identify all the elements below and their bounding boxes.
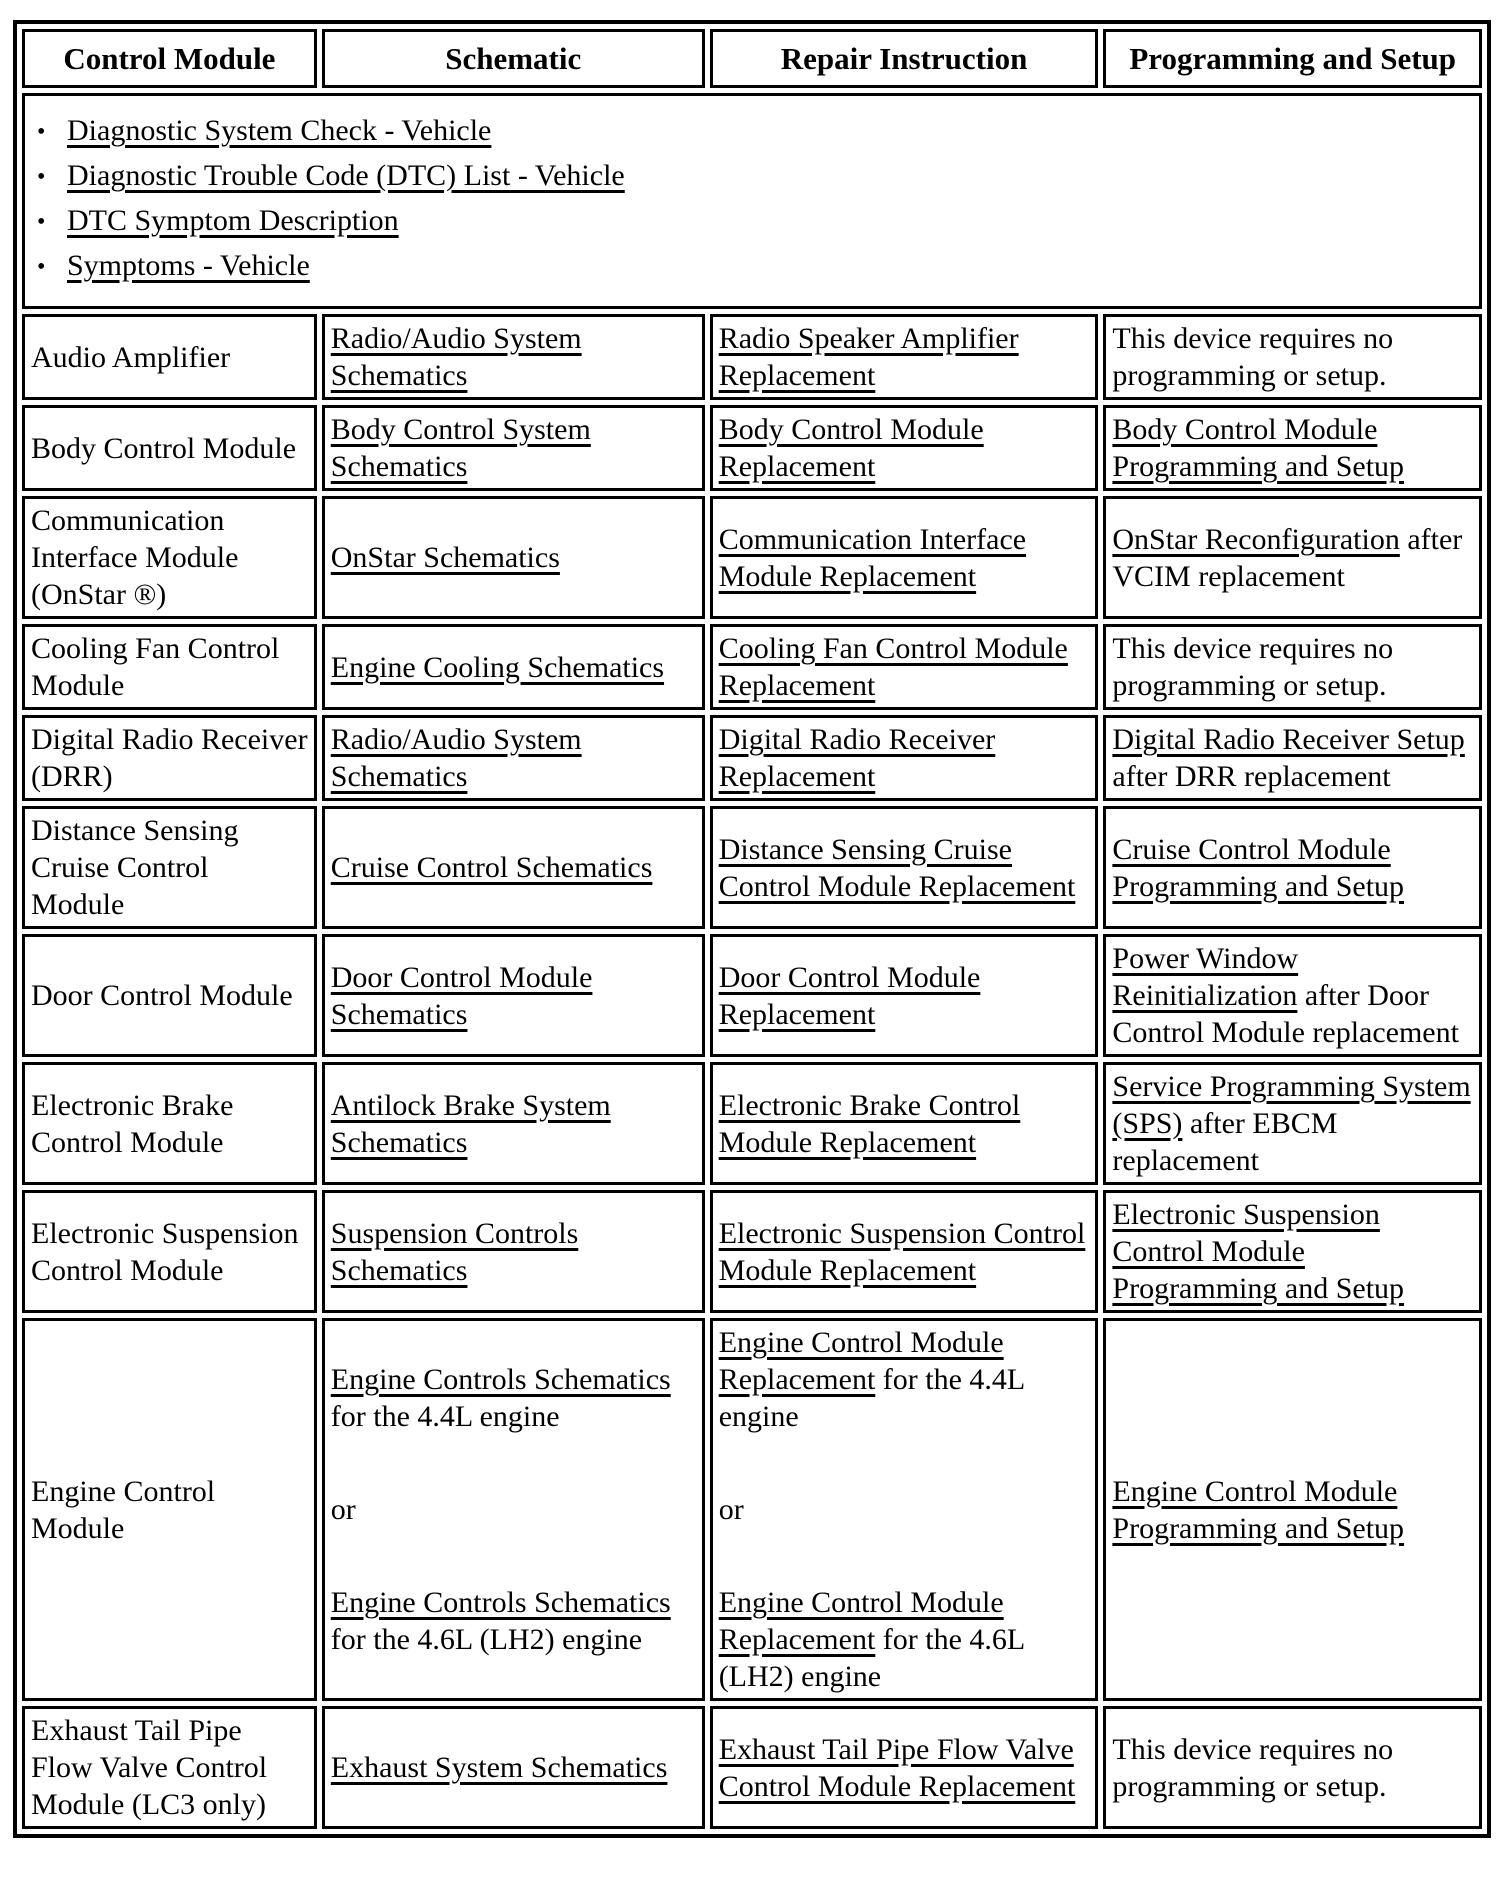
- module-row: [22, 806, 1482, 929]
- programming-setup-link[interactable]: OnStar Reconfiguration: [1112, 522, 1400, 556]
- repair-instruction-link[interactable]: Door Control Module Replacement: [718, 960, 981, 1031]
- repair-instruction-link[interactable]: Exhaust Tail Pipe Flow Valve Control Module Replacement: [718, 1732, 1076, 1803]
- programming-setup-cell: [1103, 1190, 1482, 1313]
- control-module-reference-table: [13, 20, 1491, 1838]
- schematic-link[interactable]: Suspension Controls Schematics: [330, 1216, 579, 1287]
- repair-instruction-cell: [710, 1318, 1099, 1701]
- plain-text: after Door Control Module replacement: [1112, 979, 1459, 1049]
- bullet-icon: •: [37, 119, 46, 145]
- cell-paragraph: [331, 539, 696, 576]
- cell-paragraph: [331, 1087, 696, 1161]
- module-row: [22, 1318, 1482, 1701]
- cell-paragraph: [719, 1584, 1090, 1695]
- repair-instruction-cell: [710, 806, 1099, 929]
- repair-instruction-cell: [710, 934, 1099, 1057]
- module-name-cell: Exhaust Tail Pipe Flow Valve Control Module (LC3 only): [22, 1706, 317, 1829]
- cell-paragraph: [1112, 940, 1473, 1051]
- module-row: [22, 1190, 1482, 1313]
- cell-paragraph: [331, 959, 696, 1033]
- column-header-programming-and-setup: Programming and Setup: [1103, 29, 1482, 88]
- schematic-link[interactable]: Antilock Brake System Schematics: [330, 1088, 611, 1159]
- module-rows: [22, 314, 1482, 1829]
- cell-paragraph: [719, 1491, 1090, 1528]
- plain-text: or: [718, 1493, 744, 1526]
- programming-setup-link[interactable]: Electronic Suspension Control Module Programming and Setup: [1112, 1198, 1405, 1305]
- repair-instruction-cell: [710, 314, 1099, 400]
- schematic-link[interactable]: Radio/Audio System Schematics: [330, 723, 582, 793]
- plain-text: This device requires no programming or setup.: [1112, 1732, 1394, 1803]
- module-name-cell: Audio Amplifier: [22, 314, 317, 400]
- schematic-cell: [322, 314, 705, 400]
- cell-paragraph: [331, 1215, 696, 1289]
- cell-paragraph: [331, 411, 696, 485]
- schematic-link[interactable]: Cruise Control Schematics: [330, 851, 653, 884]
- programming-setup-link[interactable]: Engine Control Module Programming and Setup: [1112, 1474, 1405, 1545]
- bullet-icon: •: [37, 254, 46, 280]
- repair-instruction-link[interactable]: Engine Control Module Replacement: [718, 1326, 1004, 1396]
- repair-instruction-cell: [710, 624, 1099, 710]
- bullet-icon: •: [37, 164, 46, 190]
- programming-setup-cell: [1103, 934, 1482, 1057]
- cell-paragraph: [1112, 1731, 1473, 1805]
- repair-instruction-link[interactable]: Engine Control Module Replacement: [718, 1586, 1004, 1656]
- cell-paragraph: [719, 831, 1090, 905]
- cell-paragraph: [719, 1731, 1090, 1805]
- cell-paragraph: [1112, 320, 1473, 394]
- schematic-cell: [322, 1318, 705, 1701]
- repair-instruction-link[interactable]: Digital Radio Receiver Replacement: [718, 723, 996, 793]
- cell-paragraph: [1112, 1473, 1473, 1547]
- quick-link[interactable]: Symptoms - Vehicle: [67, 249, 310, 282]
- repair-instruction-link[interactable]: Electronic Suspension Control Module Replacement: [718, 1216, 1086, 1287]
- quick-links-list: [37, 112, 1469, 286]
- cell-paragraph: [719, 721, 1090, 795]
- programming-setup-link[interactable]: Service Programming System (SPS): [1112, 1070, 1471, 1140]
- cell-paragraph: [719, 521, 1090, 595]
- module-name-cell: Cooling Fan Control Module: [22, 624, 317, 710]
- schematic-cell: [322, 1190, 705, 1313]
- cell-paragraph: [719, 1087, 1090, 1161]
- column-header-control-module: Control Module: [22, 29, 317, 88]
- module-row: [22, 934, 1482, 1057]
- cell-paragraph: [719, 959, 1090, 1033]
- module-row: [22, 715, 1482, 801]
- programming-setup-link[interactable]: Digital Radio Receiver Setup: [1112, 723, 1465, 756]
- module-name-cell: Distance Sensing Cruise Control Module: [22, 806, 317, 929]
- schematic-link[interactable]: Door Control Module Schematics: [330, 960, 593, 1031]
- plain-text: for the 4.4L engine: [330, 1400, 560, 1433]
- cell-paragraph: [1112, 521, 1473, 595]
- cell-paragraph: [1112, 721, 1473, 795]
- module-name-cell: Digital Radio Receiver (DRR): [22, 715, 317, 801]
- plain-text: for the 4.4L engine: [718, 1363, 1025, 1433]
- repair-instruction-link[interactable]: Cooling Fan Control Module Replacement: [718, 632, 1068, 702]
- cell-paragraph: [719, 630, 1090, 704]
- cell-paragraph: [719, 1324, 1090, 1435]
- schematic-link[interactable]: Body Control System Schematics: [330, 413, 591, 483]
- quick-link-item: [37, 112, 1469, 151]
- quick-link-item: [37, 202, 1469, 241]
- header-row: [22, 29, 1482, 88]
- schematic-cell: [322, 1706, 705, 1829]
- programming-setup-cell: [1103, 405, 1482, 491]
- module-name-cell: Communication Interface Module (OnStar ®): [22, 496, 317, 619]
- programming-setup-cell: [1103, 806, 1482, 929]
- cell-paragraph: [719, 1215, 1090, 1289]
- cell-paragraph: [331, 1491, 696, 1528]
- cell-paragraph: [331, 721, 696, 795]
- column-header-repair-instruction: Repair Instruction: [710, 29, 1099, 88]
- plain-text: for the 4.6L (LH2) engine: [718, 1623, 1025, 1693]
- programming-setup-cell: [1103, 496, 1482, 619]
- cell-paragraph: [331, 1361, 696, 1435]
- programming-setup-cell: [1103, 314, 1482, 400]
- module-row: [22, 624, 1482, 710]
- quick-link[interactable]: DTC Symptom Description: [67, 204, 399, 237]
- cell-paragraph: [331, 1749, 696, 1786]
- quick-link[interactable]: Diagnostic Trouble Code (DTC) List - Vehicle: [67, 159, 625, 192]
- plain-text: or: [330, 1493, 356, 1526]
- plain-text: for the 4.6L (LH2) engine: [330, 1623, 643, 1656]
- programming-setup-cell: [1103, 1062, 1482, 1185]
- cell-paragraph: [1112, 1196, 1473, 1307]
- schematic-cell: [322, 934, 705, 1057]
- programming-setup-link[interactable]: Body Control Module Programming and Setup: [1112, 413, 1405, 483]
- repair-instruction-cell: [710, 715, 1099, 801]
- schematic-cell: [322, 715, 705, 801]
- schematic-link[interactable]: Exhaust System Schematics: [330, 1751, 668, 1784]
- column-header-schematic: Schematic: [322, 29, 705, 88]
- module-name-cell: Electronic Suspension Control Module: [22, 1190, 317, 1313]
- quick-links-cell: [22, 93, 1482, 309]
- repair-instruction-link[interactable]: Distance Sensing Cruise Control Module Replacement: [718, 832, 1076, 903]
- repair-instruction-cell: [710, 1190, 1099, 1313]
- cell-paragraph: [719, 411, 1090, 485]
- module-row: [22, 314, 1482, 400]
- schematic-cell: [322, 496, 705, 619]
- schematic-link[interactable]: Radio/Audio System Schematics: [330, 322, 582, 392]
- plain-text: This device requires no programming or setup.: [1112, 632, 1394, 702]
- cell-paragraph: [331, 849, 696, 886]
- cell-paragraph: [331, 320, 696, 394]
- module-name-cell: Door Control Module: [22, 934, 317, 1057]
- cell-paragraph: [1112, 630, 1473, 704]
- quick-link-item: [37, 157, 1469, 196]
- repair-instruction-link[interactable]: Communication Interface Module Replacement: [718, 522, 1027, 593]
- plain-text: after EBCM replacement: [1112, 1107, 1338, 1177]
- repair-instruction-cell: [710, 1706, 1099, 1829]
- module-row: [22, 405, 1482, 491]
- quick-link-item: [37, 247, 1469, 286]
- module-row: [22, 1706, 1482, 1829]
- repair-instruction-link[interactable]: Body Control Module Replacement: [718, 413, 984, 483]
- module-name-cell: Body Control Module: [22, 405, 317, 491]
- module-name-cell: Engine Control Module: [22, 1318, 317, 1701]
- programming-setup-cell: [1103, 624, 1482, 710]
- plain-text: after DRR replacement: [1112, 760, 1391, 793]
- schematic-link[interactable]: Engine Cooling Schematics: [330, 650, 665, 684]
- schematic-cell: [322, 1062, 705, 1185]
- programming-setup-cell: [1103, 715, 1482, 801]
- cell-paragraph: [719, 320, 1090, 394]
- repair-instruction-cell: [710, 405, 1099, 491]
- quick-links-row: [22, 93, 1482, 309]
- bullet-icon: •: [37, 209, 46, 235]
- repair-instruction-link[interactable]: Electronic Brake Control Module Replacement: [718, 1088, 1021, 1159]
- schematic-cell: [322, 624, 705, 710]
- module-name-cell: Electronic Brake Control Module: [22, 1062, 317, 1185]
- cell-paragraph: [1112, 831, 1473, 905]
- module-row: [22, 496, 1482, 619]
- repair-instruction-cell: [710, 1062, 1099, 1185]
- quick-link[interactable]: Diagnostic System Check - Vehicle: [67, 114, 492, 147]
- programming-setup-cell: [1103, 1318, 1482, 1701]
- programming-setup-cell: [1103, 1706, 1482, 1829]
- schematic-link[interactable]: Engine Controls Schematics: [330, 1586, 671, 1619]
- module-row: [22, 1062, 1482, 1185]
- programming-setup-link[interactable]: Cruise Control Module Programming and Setup: [1112, 832, 1405, 903]
- cell-paragraph: [331, 1584, 696, 1658]
- plain-text: This device requires no programming or setup.: [1112, 322, 1394, 392]
- schematic-link[interactable]: OnStar Schematics: [330, 541, 560, 574]
- cell-paragraph: [331, 649, 696, 686]
- schematic-cell: [322, 806, 705, 929]
- schematic-cell: [322, 405, 705, 491]
- cell-paragraph: [1112, 1068, 1473, 1179]
- schematic-link[interactable]: Engine Controls Schematics: [330, 1363, 671, 1396]
- repair-instruction-link[interactable]: Radio Speaker Amplifier Replacement: [718, 322, 1019, 392]
- repair-instruction-cell: [710, 496, 1099, 619]
- cell-paragraph: [1112, 411, 1473, 485]
- programming-setup-link[interactable]: Power Window Reinitialization: [1112, 942, 1299, 1012]
- plain-text: after VCIM replacement: [1112, 522, 1463, 593]
